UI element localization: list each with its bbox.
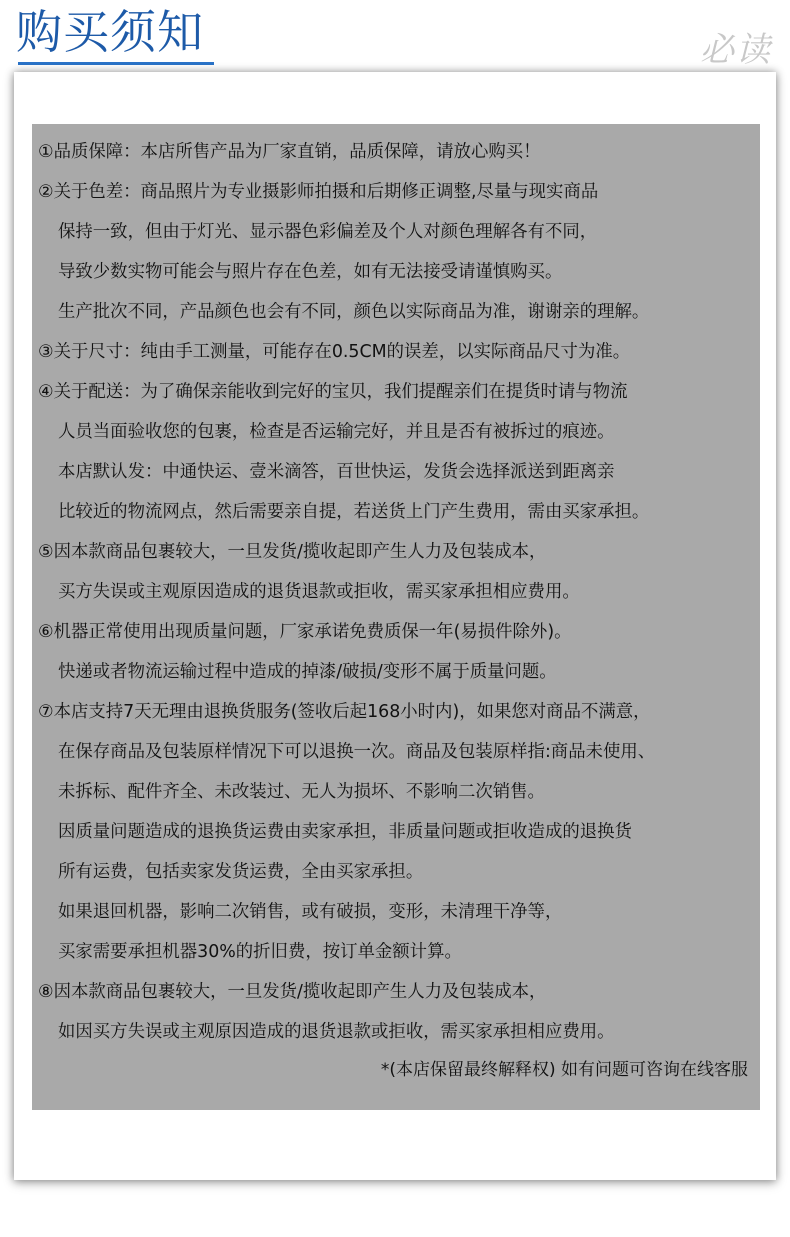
title-underline [18, 62, 214, 65]
must-read-badge: 必读 [700, 30, 772, 70]
footer-note: *(本店保留最终解释权) 如有问题可咨询在线客服 [380, 1060, 748, 1080]
notice-line: 人员当面验收您的包裹，检查是否运输完好，并且是否有被拆过的痕迹。 [58, 422, 615, 442]
notice-line: 如果退回机器，影响二次销售，或有破损，变形，未清理干净等， [58, 902, 563, 922]
notice-line: 如因买方失误或主观原因造成的退货退款或拒收，需买家承担相应费用。 [58, 1022, 615, 1042]
notice-line: 在保存商品及包装原样情况下可以退换一次。商品及包装原样指:商品未使用、 [58, 742, 656, 762]
notice-line: 生产批次不同，产品颜色也会有不同，颜色以实际商品为准，谢谢亲的理解。 [58, 302, 650, 322]
notice-line-delivery: ④关于配送：为了确保亲能收到完好的宝贝，我们提醒亲们在提货时请与物流 [38, 382, 628, 402]
notice-line: 保持一致，但由于灯光、显示器色彩偏差及个人对颜色理解各有不同， [58, 222, 598, 242]
notice-line-size: ③关于尺寸：纯由手工测量，可能存在0.5CM的误差，以实际商品尺寸为准。 [38, 342, 631, 362]
notice-line: 买方失误或主观原因造成的退货退款或拒收，需买家承担相应费用。 [58, 582, 580, 602]
notice-line: 导致少数实物可能会与照片存在色差，如有无法接受请谨慎购买。 [58, 262, 563, 282]
notice-line: 快递或者物流运输过程中造成的掉漆/破损/变形不属于质量问题。 [58, 662, 557, 682]
notice-line: 所有运费，包括卖家发货运费，全由买家承担。 [58, 862, 424, 882]
page-title: 购买须知 [16, 5, 204, 59]
notice-line: 比较近的物流网点，然后需要亲自提，若送货上门产生费用，需由买家承担。 [58, 502, 650, 522]
notice-line: 本店默认发：中通快运、壹米滴答，百世快运，发货会选择派送到距离亲 [58, 462, 615, 482]
notice-line-package-2: ⑧因本款商品包裹较大，一旦发货/揽收起即产生人力及包装成本， [38, 982, 547, 1002]
notice-line: 未拆标、配件齐全、未改装过、无人为损坏、不影响二次销售。 [58, 782, 545, 802]
notice-line-color: ②关于色差：商品照片为专业摄影师拍摄和后期修正调整,尽量与现实商品 [38, 182, 599, 202]
notice-line-warranty: ⑥机器正常使用出现质量问题，厂家承诺免费质保一年(易损件除外)。 [38, 622, 572, 642]
notice-lines [38, 136, 754, 1056]
notice-line-package: ⑤因本款商品包裹较大，一旦发货/揽收起即产生人力及包装成本， [38, 542, 547, 562]
notice-line: 买家需要承担机器30%的折旧费，按订单金额计算。 [58, 942, 462, 962]
notice-line-returns: ⑦本店支持7天无理由退换货服务(签收后起168小时内)，如果您对商品不满意， [38, 702, 651, 722]
notice-line-quality: ①品质保障：本店所售产品为厂家直销，品质保障，请放心购买！ [38, 142, 541, 162]
notice-line: 因质量问题造成的退换货运费由卖家承担，非质量问题或拒收造成的退换货 [58, 822, 632, 842]
